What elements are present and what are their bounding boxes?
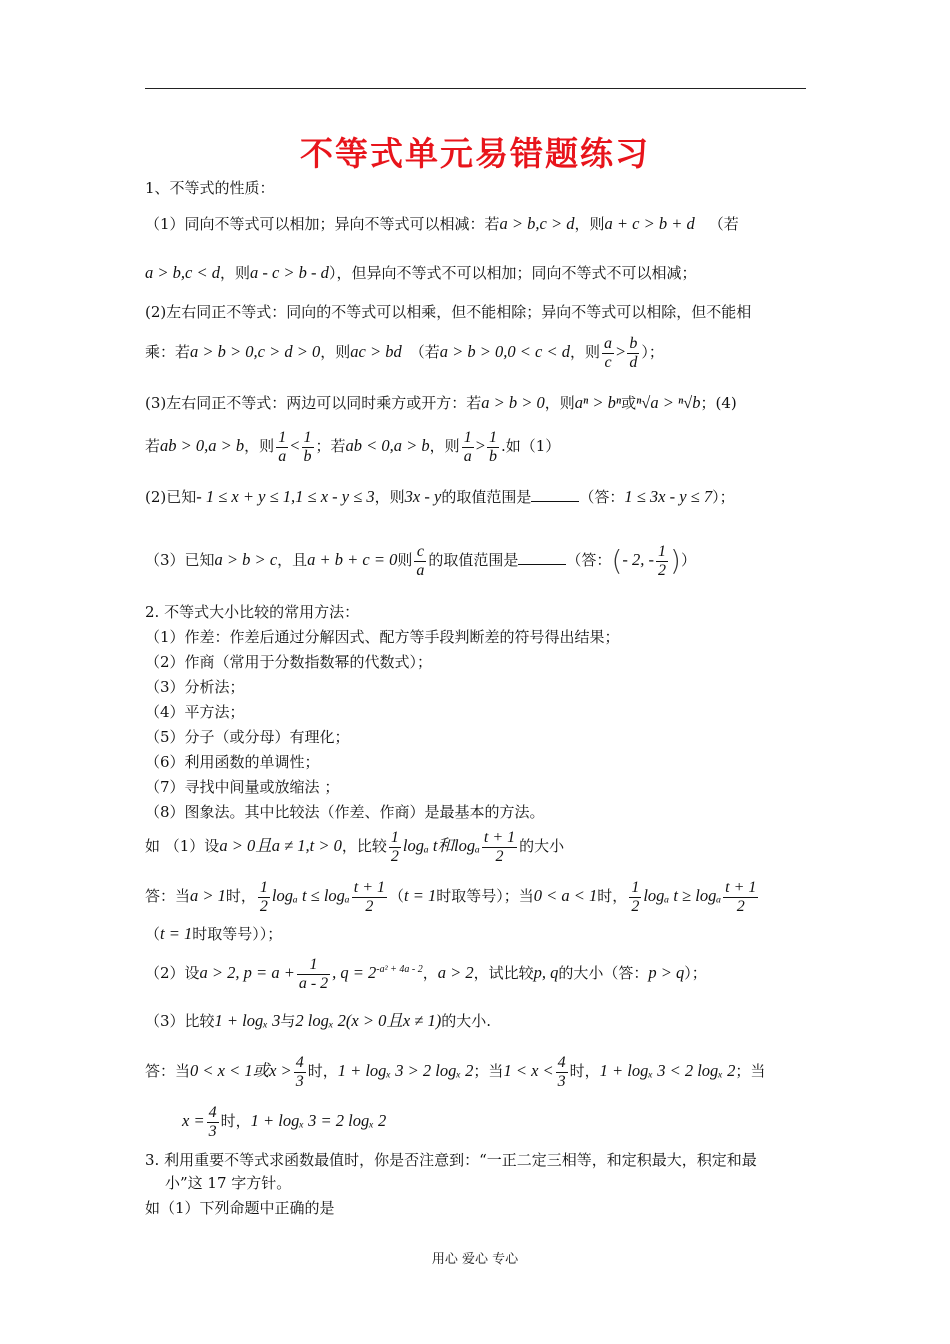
fraction: $\frac{b}{d}$ — [629, 334, 638, 371]
method-item: （6）利用函数的单调性； — [145, 753, 320, 771]
fraction: $\frac{4}{3}$ — [208, 1103, 217, 1140]
fraction: $\frac{1}{2}$ — [631, 878, 640, 915]
answer-1-cont: （t = 1时取等号））； — [145, 924, 283, 943]
fraction: $\frac{1}{a}$ — [278, 428, 287, 465]
answer-3-cont: x = $\frac{4}{3}$ 时，1 + logₓ 3 = 2 logₓ 2 — [182, 1103, 387, 1140]
header-rule — [145, 88, 806, 89]
method-item: （2）作商（常用于分数指数幂的代数式）； — [145, 653, 433, 671]
fraction: $\frac{t + 1}{2}$ — [725, 878, 757, 915]
answer-1-line: 答：当a > 1时， $\frac{1}{2}$ logₐ t ≤ logₐ $\frac{t + 1}{2}$ （t = 1时取等号）；当0 < a < 1时， $\frac{1}{2}$ logₐ t ≥ logₐ $\frac{t + 1}{2}$ — [145, 878, 757, 915]
example-1-line: 如 （1）设a > 0且a ≠ 1,t > 0，比较 $\frac{1}{2}$ logₐ t和logₐ $\frac{t + 1}{2}$ 的大小 — [145, 828, 565, 865]
method-item: （7）寻找中间量或放缩法 ； — [145, 778, 340, 796]
fraction: $\frac{4}{3}$ — [295, 1053, 304, 1090]
property-2-line: (2)左右同正不等式：同向的不等式可以相乘，但不能相除；异向不等式可以相除，但不能相 — [145, 303, 752, 321]
fraction: $\frac{1}{2}$ — [259, 878, 268, 915]
method-item: （3）分析法； — [145, 678, 245, 696]
answer-3-line: 答：当0 < x < 1或x > $\frac{4}{3}$ 时，1 + logₓ 3 > 2 logₓ 2；当1 < x < $\frac{4}{3}$ 时，1 + logₓ 3 < 2 logₓ 2；当 — [145, 1053, 766, 1090]
fraction: $\frac{a}{c}$ — [604, 334, 613, 371]
fraction: $\frac{1}{b}$ — [489, 428, 497, 465]
answer-blank[interactable] — [531, 487, 579, 502]
property-1-cont: a > b,c < d，则a - c > b - d），但异向不等式不可以相加；同向不等式不可以相减； — [145, 263, 697, 282]
fraction: $\frac{1}{b}$ — [303, 428, 312, 465]
property-4-line: 若ab > 0,a > b，则 $\frac{1}{a}$ < $\frac{1}{b}$ ；若ab < 0,a > b，则 $\frac{1}{a}$ > $\frac{1}{b}$ .如（1） — [145, 428, 561, 465]
answer-blank[interactable] — [518, 550, 566, 565]
property-3-line: (3)左右同正不等式：两边可以同时乘方或开方：若a > b > 0，则aⁿ > bⁿ或ⁿ√a > ⁿ√b；(4) — [145, 393, 737, 412]
fraction: $\frac{4}{3}$ — [557, 1053, 566, 1090]
section-1-heading: 1、不等式的性质： — [145, 179, 275, 197]
fraction: $\frac{t + 1}{2}$ — [483, 828, 516, 865]
method-item: （1）作差：作差后通过分解因式、配方等手段判断差的符号得出结果； — [145, 628, 620, 646]
example-2-line: （2）设a > 2, p = a + $\frac{1}{a - 2}$ , $q = 2^{-a^2 + 4a - 2}$，a > 2，试比较p, q的大小（答：p > q）； — [145, 955, 707, 992]
property-2-cont: 乘：若a > b > 0,c > d > 0，则ac > bd （若a > b > 0,0 < c < d，则 $\frac{a}{c}$ > $\frac{b}{d}$ ）； — [145, 334, 664, 371]
property-1-line: （1）同向不等式可以相加；异向不等式可以相减：若a > b,c > d，则a + c > b + d （若 — [145, 214, 739, 233]
fraction: $\frac{1}{2}$ — [658, 542, 666, 579]
fraction: $\frac{1}{a - 2}$ — [298, 955, 329, 992]
question-2-line: (2)已知- 1 ≤ x + y ≤ 1,1 ≤ x - y ≤ 3，则3x - y的取值范围是 （答：1 ≤ 3x - y ≤ 7）； — [145, 487, 735, 506]
page-footer: 用心 爱心 专心 — [431, 1252, 519, 1267]
page-title: 不等式单元易错题练习 — [300, 134, 650, 173]
example-line: 如（1）下列命题中正确的是 — [145, 1199, 335, 1217]
method-item: （8）图象法。其中比较法（作差、作商）是最基本的方法。 — [145, 803, 545, 821]
section-2-heading: 2. 不等式大小比较的常用方法： — [145, 603, 360, 621]
example-3-line: （3）比较1 + logₓ 3与2 logₓ 2(x > 0且x ≠ 1)的大小. — [145, 1011, 491, 1030]
section-3-cont: 小”这 17 字方针。 — [165, 1174, 292, 1192]
method-item: （4）平方法； — [145, 703, 245, 721]
fraction: $\frac{1}{a}$ — [463, 428, 472, 465]
section-3-line: 3. 利用重要不等式求函数最值时，你是否注意到：“一正二定三相等，和定积最大，积定和最 — [145, 1151, 757, 1169]
fraction: $\frac{1}{2}$ — [390, 828, 399, 865]
method-item: （5）分子（或分母）有理化； — [145, 728, 350, 746]
fraction: $\frac{c}{a}$ — [416, 542, 425, 579]
question-3-line: （3）已知a > b > c，且a + b + c = 0则 $\frac{c}{a}$ 的取值范围是 （答：(- 2, - $\frac{1}{2}$ )） — [145, 542, 696, 579]
fraction: $\frac{t + 1}{2}$ — [353, 878, 386, 915]
